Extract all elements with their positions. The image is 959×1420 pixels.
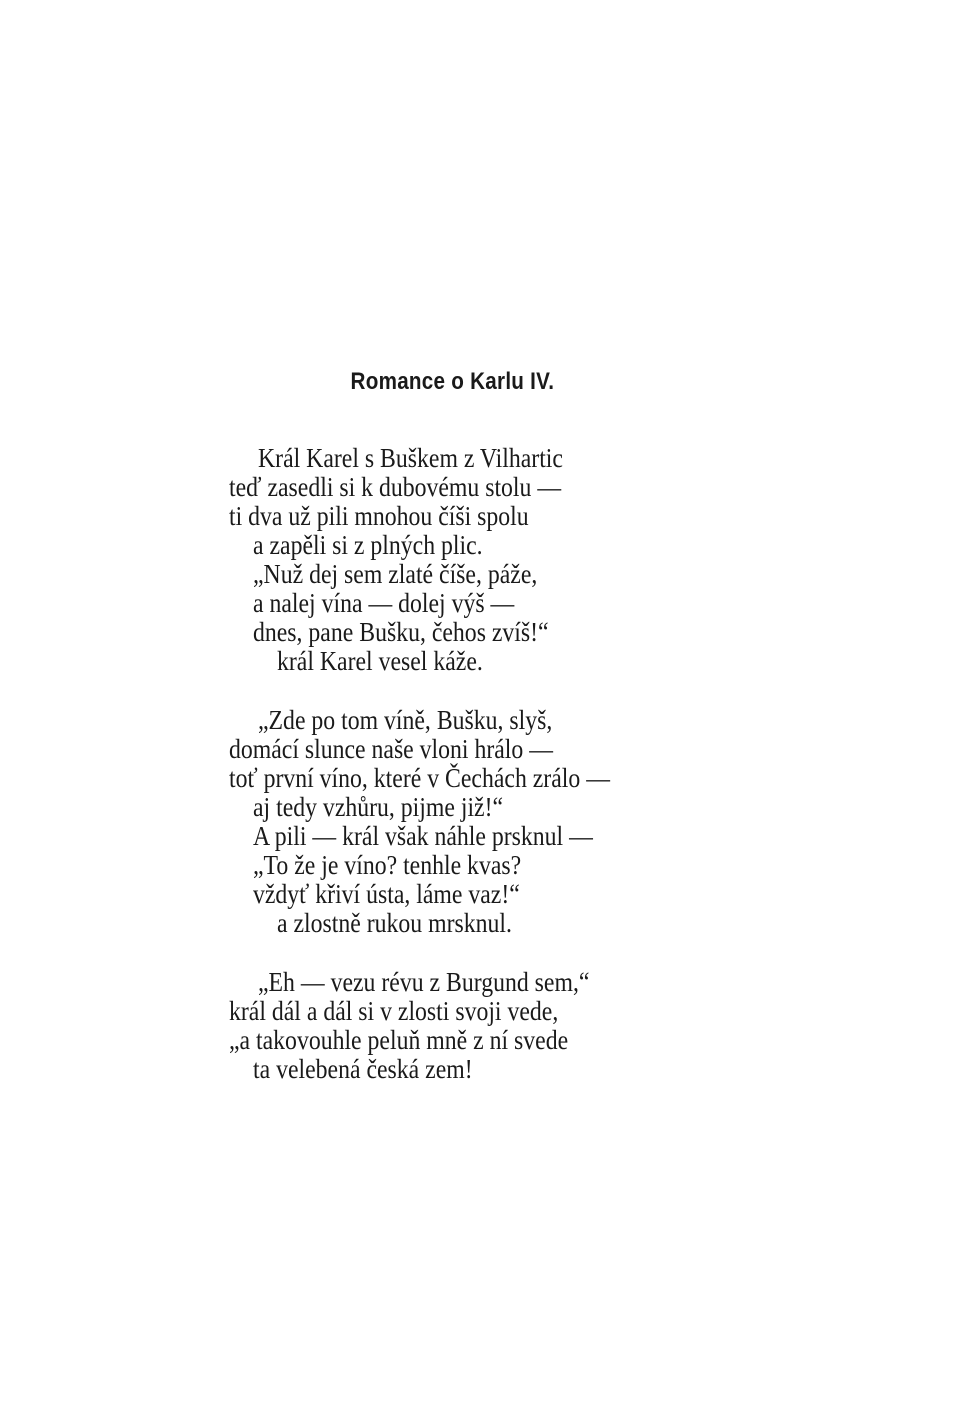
poem-line: dnes, pane Bušku, čehos zvíš!“ [253, 617, 549, 647]
poem-line: a zlostně rukou mrsknul. [277, 908, 512, 938]
poem-line: král dál a dál si v zlosti svoji vede, [229, 996, 559, 1026]
poem-line: a zapěli si z plných plic. [253, 530, 483, 560]
poem-line: „Eh — vezu révu z Burgund sem,“ [258, 967, 590, 997]
poem-title: Romance o Karlu IV. [350, 368, 555, 395]
poem-line: vždyť křiví ústa, láme vaz!“ [253, 879, 520, 909]
poem-line: „Zde po tom víně, Bušku, slyš, [258, 705, 553, 735]
poem-line: král Karel vesel káže. [277, 646, 483, 676]
poem-line: teď zasedli si k dubovému stolu — [229, 472, 562, 502]
poem-line: Král Karel s Buškem z Vilhartic [258, 443, 563, 473]
poem-line: a nalej vína — dolej výš — [253, 588, 515, 618]
poem-line: „Nuž dej sem zlaté číše, páže, [253, 559, 538, 589]
poem-line: ti dva už pili mnohou číši spolu [229, 501, 529, 531]
poem-line: toť první víno, které v Čechách zrálo — [229, 763, 610, 793]
poem-line: ta velebená česká zem! [253, 1054, 473, 1084]
poem-line: domácí slunce naše vloni hrálo — [229, 734, 553, 764]
poem-line: „To že je víno? tenhle kvas? [253, 850, 522, 880]
poem-line: A pili — král však náhle prsknul — [253, 821, 593, 851]
poem-line: aj tedy vzhůru, pijme již!“ [253, 792, 504, 822]
poem-line: „a takovouhle peluň mně z ní svede [229, 1025, 569, 1055]
